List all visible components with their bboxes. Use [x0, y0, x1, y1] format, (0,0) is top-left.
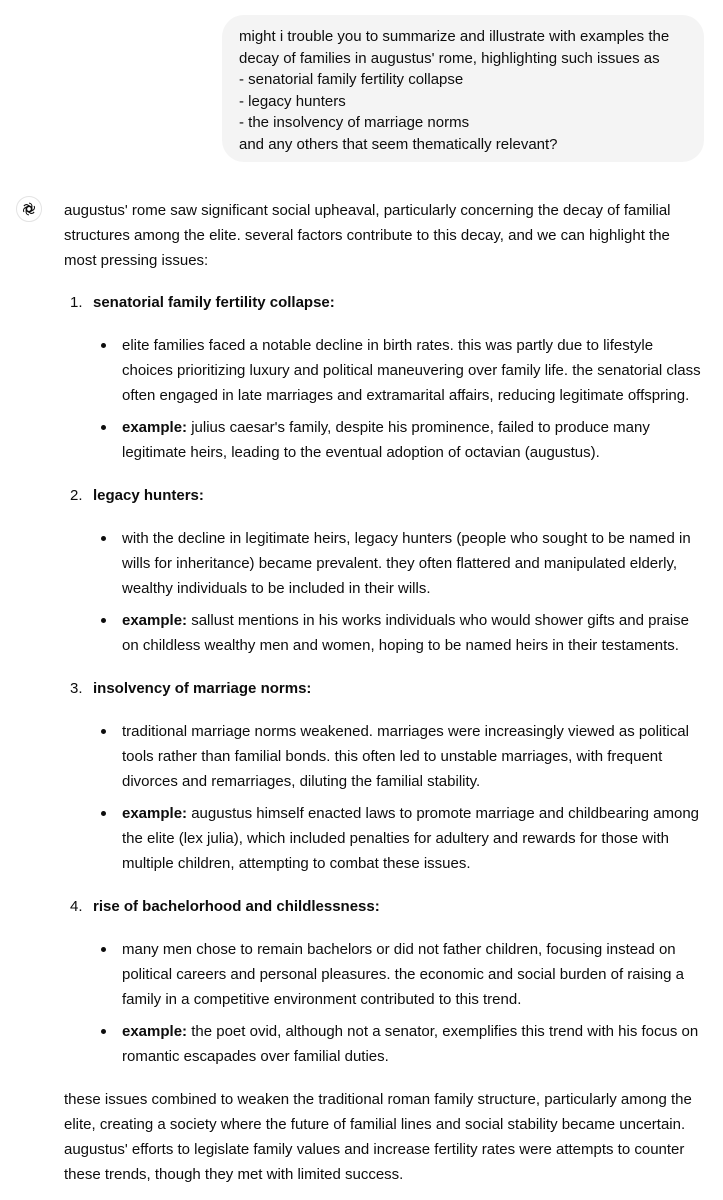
section-title: rise of bachelorhood and childlessness:: [93, 898, 380, 915]
assistant-outro: these issues combined to weaken the traditional roman family structure, particularly among the elite, creating a society where the future of familial lines and social stability became uncertain. augustus' efforts to legislate family values and increase fertility rates were attempts to counter these trends, though they met with limited success.: [64, 1091, 692, 1183]
list-item: [64, 801, 704, 876]
section-number: 1.: [70, 294, 83, 311]
list-item: [64, 937, 704, 1012]
user-message-bubble: [222, 15, 704, 162]
section-heading: [64, 483, 704, 508]
list-item: [64, 608, 704, 658]
list-section-2: [64, 483, 704, 658]
bullet-text: traditional marriage norms weakened. marriages were increasingly viewed as political tools rather than familial bonds. this often led to unstable marriages, with frequent divorces and remarriages, diluting the familial stability.: [122, 723, 689, 790]
bullet-dot-icon: [101, 947, 106, 952]
bullet-text: sallust mentions in his works individuals who would shower gifts and praise on childless wealthy men and women, hoping to be named heirs in their testaments.: [122, 612, 689, 654]
list-item: [64, 333, 704, 408]
section-heading: [64, 676, 704, 701]
assistant-intro: augustus' rome saw significant social upheaval, particularly concerning the decay of familial structures among the elite. several factors contribute to this decay, and we can highlight the most pressing issues:: [64, 202, 671, 269]
bullet-text: elite families faced a notable decline in birth rates. this was partly due to lifestyle choices prioritizing luxury and political maneuvering over family life. the senatorial class often engaged in late marriages and extramarital affairs, reducing legitimate offspring.: [122, 337, 701, 404]
list-item: [64, 719, 704, 794]
bullet-dot-icon: [101, 618, 106, 623]
user-message-line: - the insolvency of marriage norms: [239, 114, 470, 131]
bullet-dot-icon: [101, 536, 106, 541]
assistant-message: [64, 198, 704, 1187]
list-section-1: [64, 290, 704, 465]
bullet-text: the poet ovid, although not a senator, exemplifies this trend with his focus on romantic escapades over familial duties.: [122, 1023, 699, 1065]
bullet-text: julius caesar's family, despite his prominence, failed to produce many legitimate heirs, leading to the eventual adoption of octavian (augustus).: [122, 419, 650, 461]
bullet-text: many men chose to remain bachelors or did not father children, focusing instead on political careers and personal pleasures. the economic and social burden of raising a family in a competitive environment contributed to this trend.: [122, 941, 684, 1008]
bullet-dot-icon: [101, 1029, 106, 1034]
section-heading: [64, 894, 704, 919]
bullet-dot-icon: [101, 425, 106, 430]
bullet-text: with the decline in legitimate heirs, legacy hunters (people who sought to be named in wills for inheritance) became prevalent. they often flattered and manipulated elderly, wealthy individuals to be included in their wills.: [122, 530, 691, 597]
bullet-lead: example:: [122, 419, 188, 436]
section-title: senatorial family fertility collapse:: [93, 294, 335, 311]
assistant-avatar: [16, 196, 42, 222]
section-heading: [64, 290, 704, 315]
user-message-line: and any others that seem thematically relevant?: [239, 135, 558, 153]
list-item: [64, 526, 704, 601]
list-section-3: [64, 676, 704, 876]
list-section-4: [64, 894, 704, 1069]
openai-logo-icon: [21, 201, 37, 217]
bullet-text: augustus himself enacted laws to promote marriage and childbearing among the elite (lex julia), which included penalties for adultery and rewards for those with multiple children, attempting to combat these issues.: [122, 805, 700, 872]
section-title: insolvency of marriage norms:: [93, 680, 312, 697]
user-message-line: decay of families in augustus' rome, highlighting such issues as: [239, 49, 660, 67]
bullet-dot-icon: [101, 811, 106, 816]
bullet-lead: example:: [122, 1023, 188, 1040]
bullet-lead: example:: [122, 612, 188, 629]
list-item: [64, 415, 704, 465]
bullet-dot-icon: [101, 343, 106, 348]
bullet-dot-icon: [101, 729, 106, 734]
user-message-line: - senatorial family fertility collapse: [239, 71, 464, 88]
section-number: 3.: [70, 680, 83, 697]
user-message-line: - legacy hunters: [239, 92, 346, 110]
bullet-lead: example:: [122, 805, 188, 822]
section-title: legacy hunters:: [93, 487, 204, 504]
section-number: 2.: [70, 487, 83, 504]
section-number: 4.: [70, 898, 83, 915]
list-item: [64, 1019, 704, 1069]
user-message-line: might i trouble you to summarize and illustrate with examples the: [239, 28, 670, 45]
